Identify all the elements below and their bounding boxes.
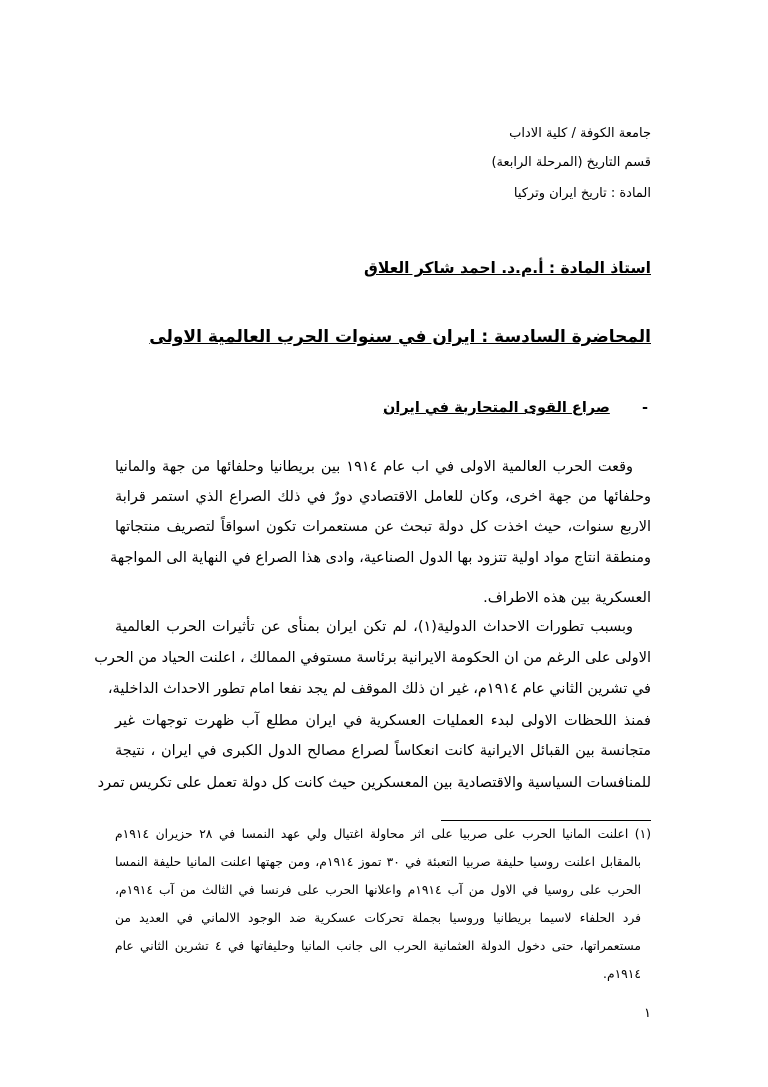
footnote-line: مستعمراتها، حتى دخول الدولة العثمانية الحرب الى جانب المانيا وحليفاتها في ٤ تشرين الثاني عام — [115, 939, 641, 953]
body-line: وقعت الحرب العالمية الاولى في اب عام ١٩١٤ بين بريطانيا وحلفائها من جهة والمانيا — [115, 459, 634, 475]
subject-line: المادة : تاريخ ايران وتركيا — [513, 186, 651, 201]
teacher-heading: استاذ المادة : أ.م.د. احمد شاكر العلاق — [363, 259, 651, 277]
section-title: صراع القوى المتحاربة في ايران — [383, 400, 610, 416]
body-line: وحلفائها من جهة اخرى، وكان للعامل الاقتصادي دورٌ في ذلك الصراع الذي استمر قرابة — [115, 489, 651, 505]
body-line: متجانسة بين القبائل الايرانية كانت انعكاساً لصراع مصالح الدول الكبرى في ايران ، نتيجة — [115, 743, 651, 759]
university-line: جامعة الكوفة / كلية الاداب — [509, 126, 651, 141]
body-line: وبسبب تطورات الاحداث الدولية(١)، لم تكن ايران بمنأى عن تأثيرات الحرب العالمية — [115, 619, 633, 635]
department-line: قسم التاريخ (المرحلة الرابعة) — [491, 155, 651, 170]
body-line: الاربع سنوات، حيث اخذت كل دولة تبحث عن مستعمرات تكون اسواقاً لتصريف منتجاتها — [115, 519, 651, 535]
footnote-line: (١) اعلنت المانيا الحرب على صربيا على اثر محاولة اغتيال ولي عهد النمسا في ٢٨ حزيران ١٩١٤م — [115, 827, 652, 841]
footnote-line: بالمقابل اعلنت روسيا حليفة صربيا التعبئة في ٣٠ تموز ١٩١٤م، ومن جهتها اعلنت المانيا حليفة النمسا — [115, 855, 641, 869]
page-number: ١ — [644, 1006, 651, 1021]
body-line: ومنطقة انتاج مواد اولية تتزود بها الدول الصناعية، وادى هذا الصراع في النهاية الى المواجهة — [109, 550, 651, 566]
footnote-line: الحرب على روسيا في الاول من آب ١٩١٤م واعلانها الحرب على فرنسا في الثالث من آب ١٩١٤م، — [115, 883, 641, 897]
body-line: العسكرية بين هذه الاطراف. — [483, 590, 651, 606]
footnote-separator — [441, 820, 651, 821]
footnote-line: فرد الحلفاء لاسيما بريطانيا وروسيا بجملة تحركات عسكرية ضد الوجود الالماني في العديد من — [115, 911, 641, 925]
section-heading — [383, 400, 648, 416]
section-bullet: - — [641, 400, 648, 416]
lecture-title: المحاضرة السادسة : ايران في سنوات الحرب العالمية الاولى — [149, 327, 651, 347]
body-line: في تشرين الثاني عام ١٩١٤م، غير ان ذلك الموقف لم يجد نفعا امام تطور الاحداث الداخلية، — [107, 681, 651, 697]
body-line: للمنافسات السياسية والاقتصادية بين المعسكرين حيث كانت كل دولة تعمل على تكريس تمرد — [97, 775, 651, 791]
body-line: الاولى على الرغم من ان الحكومة الايرانية برئاسة مستوفي الممالك ، اعلنت الحياد من الحرب — [94, 650, 651, 666]
footnote-line: ١٩١٤م. — [603, 967, 641, 981]
body-line: فمنذ اللحظات الاولى لبدء العمليات العسكرية في ايران مطلع آب ظهرت توجهات غير — [115, 713, 651, 729]
